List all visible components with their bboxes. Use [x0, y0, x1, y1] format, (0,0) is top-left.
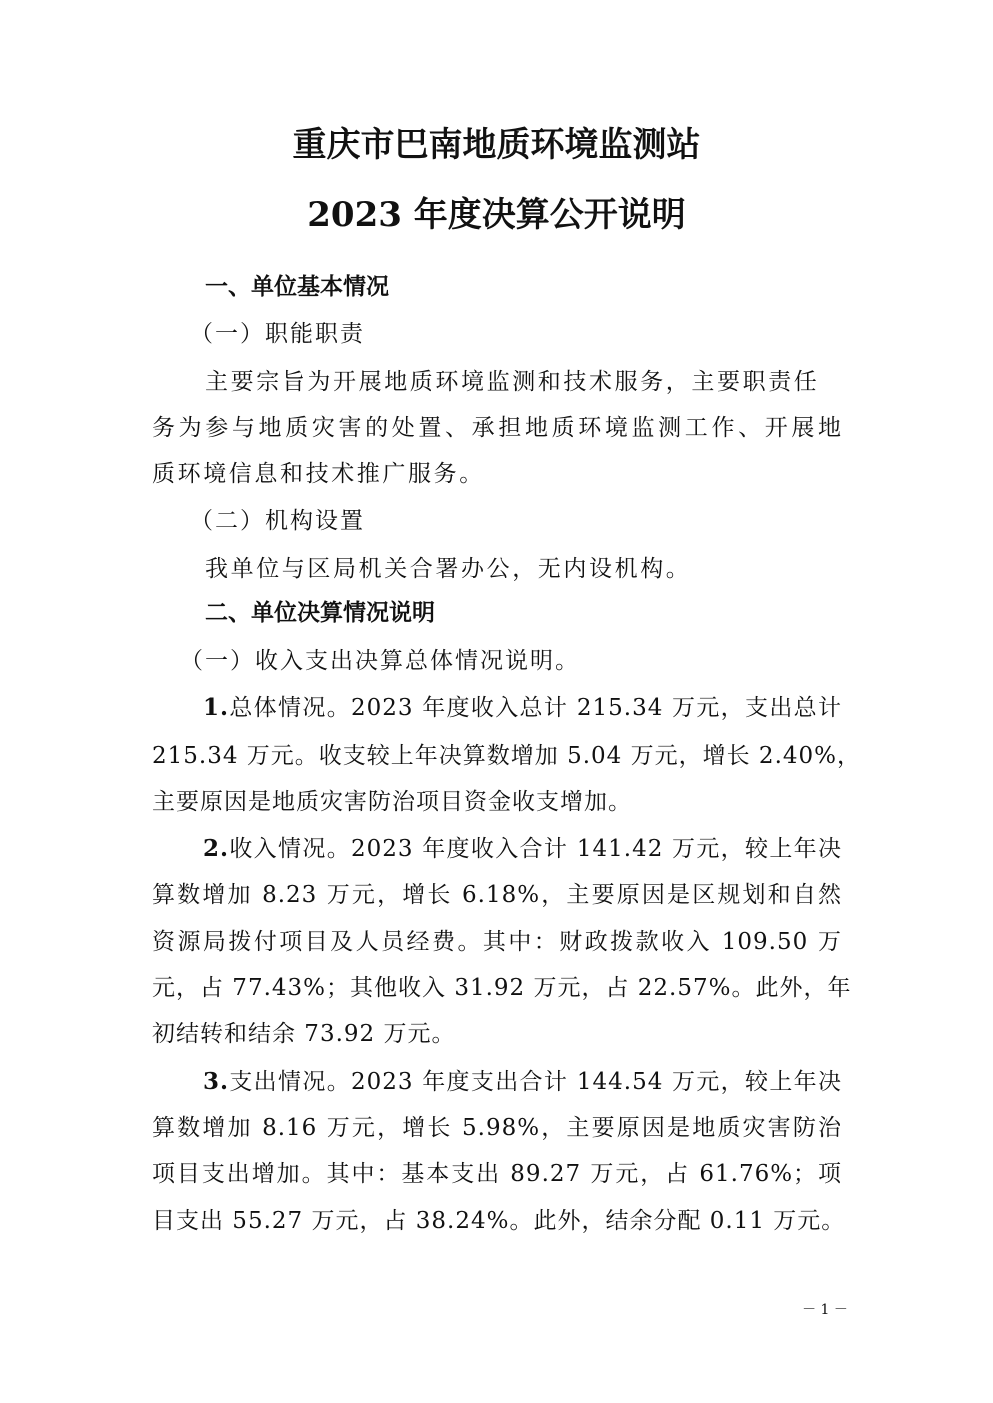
paragraph-line: 初结转和结余 73.92 万元。	[152, 1021, 456, 1047]
paragraph-line: 主要原因是地质灾害防治项目资金收支增加。	[152, 789, 632, 815]
document-title-line1: 重庆市巴南地质环境监测站	[292, 125, 701, 165]
paragraph-line: 项目支出增加。其中：基本支出 89.27 万元，占 61.76%；项	[152, 1161, 842, 1187]
item-3-line-1: 3.支出情况。2023 年度支出合计 144.54 万元，较上年决	[203, 1068, 842, 1095]
paragraph-line: 我单位与区局机关合署办公，无内设机构。	[205, 556, 692, 582]
subsection-1-2-heading: （二）机构设置	[190, 508, 365, 534]
paragraph-line: 215.34 万元。收支较上年决算数增加 5.04 万元，增长 2.40%，	[152, 743, 861, 769]
item-1-number: 1.	[203, 694, 230, 721]
item-3-number: 3.	[203, 1068, 230, 1095]
paragraph-line: 元，占 77.43%；其他收入 31.92 万元，占 22.57%。此外，年	[152, 975, 852, 1001]
paragraph-line: 主要宗旨为开展地质环境监测和技术服务，主要职责任	[205, 369, 820, 395]
document-title-line2: 2023 年度决算公开说明	[307, 195, 686, 235]
paragraph-line: 目支出 55.27 万元，占 38.24%。此外，结余分配 0.11 万元。	[152, 1208, 846, 1234]
subsection-2-1-heading: （一）收入支出决算总体情况说明。	[180, 648, 580, 674]
paragraph-line: 算数增加 8.16 万元，增长 5.98%，主要原因是地质灾害防治	[152, 1115, 842, 1141]
section-2-heading: 二、单位决算情况说明	[205, 600, 435, 626]
paragraph-line: 算数增加 8.23 万元，增长 6.18%，主要原因是区规划和自然	[152, 882, 842, 908]
item-2-number: 2.	[203, 835, 230, 862]
paragraph-line: 资源局拨付项目及人员经费。其中：财政拨款收入 109.50 万	[152, 929, 842, 955]
item-2-line-1: 2.收入情况。2023 年度收入合计 141.42 万元，较上年决	[203, 835, 842, 862]
section-1-heading: 一、单位基本情况	[205, 274, 389, 300]
item-1-line-1: 1.总体情况。2023 年度收入总计 215.34 万元，支出总计	[203, 694, 842, 721]
paragraph-line: 务为参与地质灾害的处置、承担地质环境监测工作、开展地	[152, 415, 842, 441]
subsection-1-1-heading: （一）职能职责	[190, 321, 365, 347]
paragraph-line: 质环境信息和技术推广服务。	[152, 461, 485, 487]
page-number: － 1 －	[802, 1302, 848, 1318]
